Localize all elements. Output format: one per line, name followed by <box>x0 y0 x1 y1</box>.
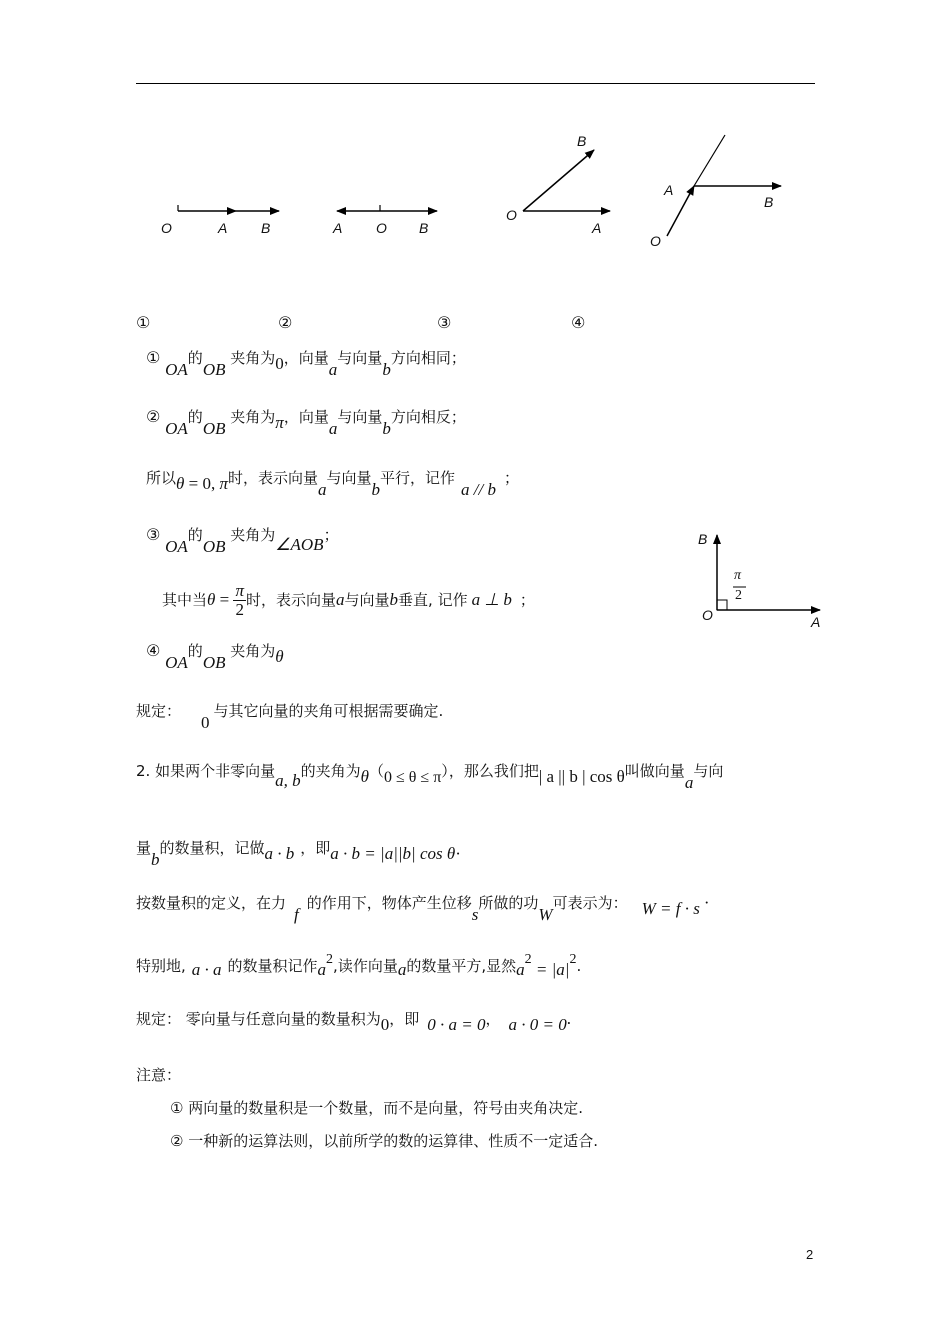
text: ，即 <box>389 1010 420 1028</box>
text: 可表示为： <box>552 894 628 912</box>
text: 与向 <box>693 762 724 780</box>
line-case-2 <box>146 406 466 438</box>
vector-ob: OB <box>202 653 226 672</box>
angle-range: 0 ≤ θ ≤ π <box>383 769 442 786</box>
figure-number-1: ① <box>136 313 151 332</box>
line-work <box>136 892 710 924</box>
fig4-label-a: A <box>664 182 674 198</box>
line-case-3 <box>146 524 339 556</box>
zero-dot-a: 0 · a = 0 <box>427 1015 486 1034</box>
fig1-label-a: A <box>218 220 228 236</box>
text: ，即 <box>300 839 331 857</box>
vector-ob: OB <box>202 537 226 556</box>
text: 与向量 <box>337 408 383 426</box>
theta: θ <box>360 767 369 786</box>
dot-notation: a · b <box>264 844 295 863</box>
force-f: f <box>294 905 299 924</box>
note-title: 注意： <box>136 1066 182 1084</box>
text: 所做的功 <box>478 894 539 912</box>
text: ，向量 <box>283 408 329 426</box>
vector-b: b <box>382 360 391 379</box>
theta: θ <box>207 590 216 609</box>
text: . <box>566 1009 572 1028</box>
zero-vector: 0 <box>201 713 210 732</box>
text: 平行，记作 <box>380 469 456 487</box>
work-w: W <box>538 905 553 924</box>
fraction-denominator: 2 <box>235 600 244 619</box>
text: 特别地, <box>136 957 186 975</box>
text: 垂直, 记作 <box>398 591 468 609</box>
lhs-a: a <box>516 960 525 979</box>
note-item-1: ① 两向量的数量积是一个数量，而不是向量，符号由夹角决定. <box>170 1099 583 1117</box>
vector-a: a <box>336 590 345 609</box>
vector-b: b <box>382 419 391 438</box>
perpendicular-notation: a ⊥ b <box>471 590 512 609</box>
right-fig-label-b: B <box>698 531 708 547</box>
exponent: 2 <box>326 952 334 967</box>
line-dot-product <box>136 837 461 869</box>
right-fig-label-o: O <box>702 607 713 623</box>
self-dot: a · a <box>191 960 222 979</box>
text: 的数量平方,显然 <box>406 957 517 975</box>
magnitude-a: = |a| <box>531 960 570 979</box>
text: ,读作向量 <box>333 957 398 975</box>
vector-b: b <box>389 590 399 609</box>
line-special <box>136 952 582 979</box>
text: ； <box>323 526 339 544</box>
fraction-pi-over-2 <box>233 582 246 619</box>
line-parallel <box>146 467 520 499</box>
a-dot-zero: a · 0 = 0 <box>508 1015 567 1034</box>
text: 所以 <box>146 469 177 487</box>
text-de: 的 <box>187 349 203 367</box>
value-zero: 0 <box>275 354 284 373</box>
line-case-4 <box>146 640 284 672</box>
text: 的数量积，记做 <box>159 839 265 857</box>
text: 2. 如果两个非零向量 <box>136 762 276 780</box>
figure-1-same-direction <box>178 205 279 211</box>
text: 与向量 <box>337 349 383 367</box>
text: ，那么我们把 <box>448 762 539 780</box>
zero: 0 <box>380 1015 390 1034</box>
value-pi: π <box>219 474 228 493</box>
paren-close: ） <box>441 762 449 780</box>
fig4-label-b: B <box>764 194 774 210</box>
line-definition <box>136 760 724 792</box>
figure-3-general-angle <box>523 150 610 211</box>
angle-aob: ∠AOB <box>275 535 324 554</box>
fig2-label-o: O <box>376 220 387 236</box>
line-rule-1 <box>136 700 444 732</box>
text-angle: 夹角为 <box>230 642 276 660</box>
magnitude-expression: | a || b | cos θ <box>538 767 625 786</box>
text: ，向量 <box>283 349 329 367</box>
equals: = <box>215 590 234 609</box>
text: 的夹角为 <box>300 762 361 780</box>
text: 按数量积的定义，在力 <box>136 894 287 912</box>
text: 时，表示向量 <box>228 469 319 487</box>
value-pi: π <box>275 413 284 432</box>
work-formula: W = f · s <box>641 899 700 918</box>
line-case-1 <box>146 347 466 379</box>
case-2-number: ② <box>146 407 161 426</box>
text: · <box>455 844 461 863</box>
vector-oa: OA <box>165 537 188 556</box>
text-de: 的 <box>187 526 203 544</box>
theta: θ <box>275 647 284 666</box>
displacement-s: s <box>471 905 479 924</box>
text: 方向相反； <box>390 408 466 426</box>
vectors-ab: a, b <box>275 771 301 790</box>
vector-ob: OB <box>202 360 226 379</box>
dot-product-formula: a · b = |a||b| cos θ <box>330 844 456 863</box>
paren-open: （ <box>368 762 384 780</box>
text: 的数量积记作 <box>227 957 318 975</box>
text: 与向量 <box>326 469 372 487</box>
vector-oa: OA <box>165 360 188 379</box>
text-de: 的 <box>187 642 203 660</box>
line-rule-2 <box>136 1008 572 1034</box>
text-angle: 夹角为 <box>230 526 276 544</box>
text: ， <box>485 1010 501 1028</box>
figure-number-2: ② <box>278 313 293 332</box>
vector-ob: OB <box>202 419 226 438</box>
vector-a: a <box>328 360 338 379</box>
vector-a: a <box>318 480 327 499</box>
vector-a: a <box>328 419 338 438</box>
equals-zero: = 0, <box>184 474 220 493</box>
fig3-label-a: A <box>592 220 602 236</box>
right-fig-label-a: A <box>811 614 821 630</box>
fig3-label-o: O <box>506 207 517 223</box>
vector-a: a <box>684 773 694 792</box>
fig1-label-b: B <box>261 220 271 236</box>
page-number: 2 <box>806 1247 814 1262</box>
case-3-number: ③ <box>146 525 161 544</box>
right-fig-pi: π <box>734 568 742 583</box>
text-angle: 夹角为 <box>230 349 276 367</box>
fraction-numerator: π <box>235 581 244 600</box>
vector-figures <box>0 0 950 300</box>
text: 叫做向量 <box>624 762 685 780</box>
parallel-notation: a // b <box>461 480 496 499</box>
text: 与向量 <box>344 591 390 609</box>
a-squared: a <box>317 960 327 979</box>
text-de: 的 <box>187 408 203 426</box>
theta: θ <box>176 474 185 493</box>
case-4-number: ④ <box>146 641 161 660</box>
figure-number-3: ③ <box>437 313 452 332</box>
vector-b: b <box>151 850 160 869</box>
right-fig-two: 2 <box>735 588 742 603</box>
fig3-label-b: B <box>577 133 587 149</box>
fig4-label-o: O <box>650 233 661 249</box>
fig2-label-b: B <box>419 220 429 236</box>
text: 其中当 <box>162 591 208 609</box>
text: 量 <box>136 839 152 857</box>
exponent: 2 <box>524 952 532 967</box>
text: 时，表示向量 <box>246 591 337 609</box>
text: 的作用下，物体产生位移 <box>306 894 472 912</box>
note-item-2: ② 一种新的运算法则，以前所学的数的运算律、性质不一定适合. <box>170 1132 598 1150</box>
vector-oa: OA <box>165 419 188 438</box>
text-angle: 夹角为 <box>230 408 276 426</box>
text: 规定： 零向量与任意向量的数量积为 <box>136 1010 381 1028</box>
text: ； <box>519 591 535 609</box>
exponent: 2 <box>569 952 577 967</box>
figure-number-4: ④ <box>571 313 586 332</box>
vector-oa: OA <box>165 653 188 672</box>
figure-2-opposite-direction <box>337 205 437 211</box>
text: ； <box>504 469 520 487</box>
case-1-number: ① <box>146 348 161 367</box>
text: 与其它向量的夹角可根据需要确定. <box>213 702 444 720</box>
fig1-label-o: O <box>161 220 172 236</box>
text: · <box>703 893 710 912</box>
text: 方向相同； <box>390 349 466 367</box>
vector-b: b <box>371 480 381 499</box>
vector-a: a <box>397 960 407 979</box>
line-perpendicular <box>162 582 535 619</box>
text: 规定： <box>136 702 182 720</box>
fig2-label-a: A <box>333 220 343 236</box>
figure-4-translated-vectors <box>667 135 781 236</box>
text: . <box>576 957 582 975</box>
